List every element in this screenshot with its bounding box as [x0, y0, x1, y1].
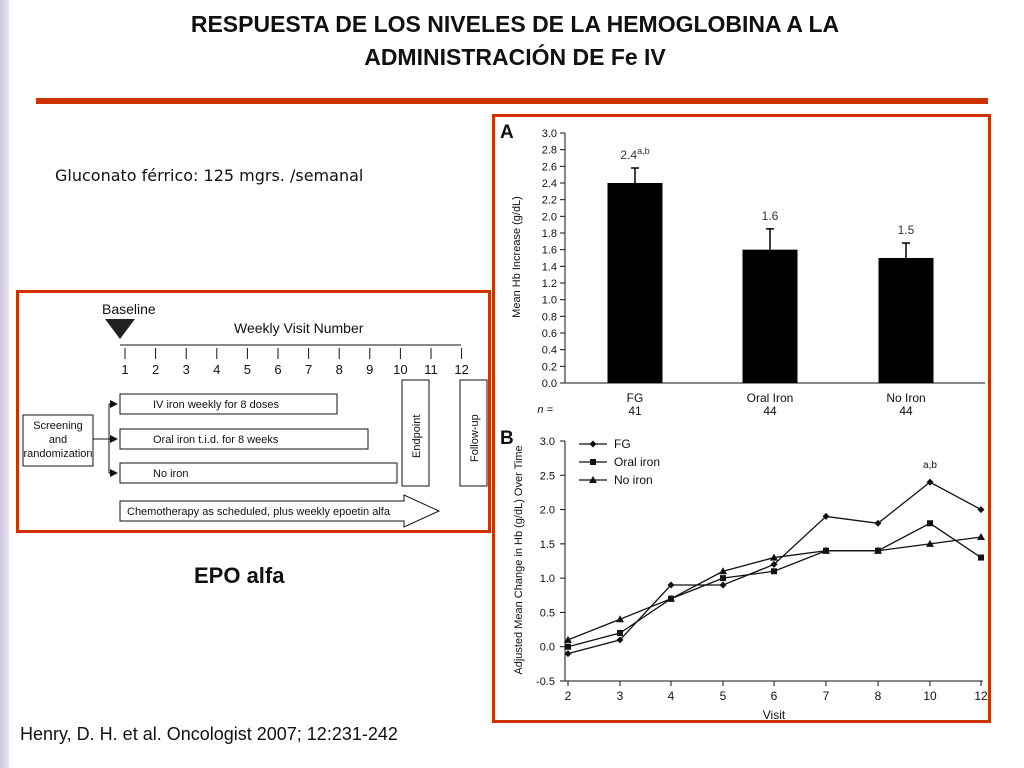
chart-b-xtick-label: 8 — [874, 689, 882, 703]
chart-b-series-line — [568, 482, 981, 653]
chemo-label: Chemotherapy as scheduled, plus weekly epoetin alfa — [127, 506, 390, 518]
chart-b-point — [927, 520, 933, 526]
screening-line-2: and — [48, 434, 68, 446]
week-label: 7 — [304, 362, 313, 377]
chart-b-xtick-label: 5 — [719, 689, 727, 703]
followup-label: Follow-up — [469, 414, 481, 462]
chart-a-yticks — [542, 128, 565, 390]
chart-b-yticks — [536, 436, 565, 688]
chart-b-point — [977, 533, 985, 540]
week-label: 9 — [366, 362, 374, 377]
chart-a-n-value: 41 — [628, 404, 642, 418]
chart-b-ytick-label: 0.5 — [539, 607, 555, 620]
title-line-2: ADMINISTRACIÓN DE Fe IV — [364, 44, 666, 70]
chart-a-ytick-label: 1.0 — [541, 294, 557, 307]
week-label: 12 — [454, 362, 469, 377]
citation: Henry, D. H. et al. Oncologist 2007; 12:231-242 — [20, 724, 398, 744]
chart-a-value-superscript: a,b — [637, 146, 650, 156]
screening-line-3: randomization — [23, 448, 93, 460]
chart-a-ytick-label: 0.6 — [541, 328, 557, 340]
chart-b-point — [617, 630, 623, 636]
chart-b-ytick-label: 1.0 — [539, 573, 555, 586]
chart-a-bar — [879, 258, 934, 383]
chart-a-ytick-label: 2.2 — [541, 194, 557, 207]
left-accent-bar — [0, 0, 9, 768]
chart-a-bar — [608, 183, 663, 383]
chart-a-value-label: 1.6 — [761, 208, 779, 223]
study-design-diagram — [19, 293, 488, 530]
chart-a-ytick-label: 2.0 — [541, 211, 557, 224]
chart-b-point — [590, 459, 596, 465]
charts-box — [492, 114, 991, 723]
endpoint-label: Endpoint — [411, 414, 423, 458]
chart-b-point — [978, 555, 984, 561]
chart-a-ytick-label: 0.2 — [541, 361, 557, 374]
chart-b-xtick-label: 12 — [974, 689, 988, 703]
week-label: 6 — [274, 362, 282, 377]
title-divider — [36, 98, 988, 104]
week-label: 11 — [424, 362, 438, 377]
chart-b-xtick-label: 3 — [616, 689, 624, 703]
chart-b-point — [565, 650, 572, 657]
chart-b-ytick-label: 1.5 — [539, 538, 555, 551]
study-design-box — [16, 290, 491, 533]
chart-b-legend-label: No iron — [614, 473, 653, 487]
dose-subtitle: Gluconato férrico: 125 mgrs. /semanal — [55, 166, 364, 185]
chart-b-legend-label: Oral iron — [614, 455, 661, 469]
chart-b-ytick-label: 2.0 — [539, 504, 555, 517]
epo-label: EPO alfa — [194, 563, 285, 588]
chart-b-point — [720, 575, 726, 581]
chart-a-bars — [608, 146, 934, 418]
chart-b-series-line — [568, 537, 981, 640]
chart-b-xticks — [565, 681, 988, 703]
chart-a-n-label: n = — [537, 404, 553, 416]
week-label: 4 — [213, 362, 221, 377]
week-label: 1 — [121, 362, 129, 377]
chart-b-point — [978, 506, 985, 513]
chart-a-category-label: Oral Iron — [746, 391, 794, 405]
chart-b-ytick-label: 0.0 — [539, 641, 555, 654]
arm-iv-label: IV iron weekly for 8 doses — [153, 399, 279, 411]
arm-none-label: No iron — [153, 468, 189, 480]
arm-oral-label: Oral iron t.i.d. for 8 weeks — [153, 434, 279, 446]
chart-b-legend — [579, 437, 660, 487]
chart-b-xtick-label: 4 — [667, 689, 675, 703]
chart-a-category-label: No Iron — [886, 391, 926, 405]
chart-a-ytick-label: 0.4 — [541, 344, 557, 357]
chart-b-ytick-label: 3.0 — [539, 436, 555, 448]
chart-a-ytick-label: 0.8 — [541, 311, 557, 324]
weekly-visit-label: Weekly Visit Number — [234, 320, 364, 336]
chart-b-xtick-label: 2 — [564, 689, 572, 703]
panel-a-label: A — [500, 122, 514, 143]
chart-b-point — [565, 644, 571, 650]
week-label: 2 — [151, 362, 160, 377]
chart-a-ytick-label: 1.4 — [541, 261, 557, 274]
chart-a-ytick-label: 0.0 — [541, 378, 557, 390]
baseline-marker-icon — [105, 319, 135, 339]
baseline-label: Baseline — [102, 301, 156, 317]
chart-a-ytick-label: 2.4 — [541, 178, 557, 190]
chart-a-ylabel: Mean Hb Increase (g/dL) — [511, 196, 523, 318]
chart-a-ytick-label: 3.0 — [541, 128, 557, 140]
chart-a-value-label: 2.4$^{a,b}$ — [620, 146, 650, 162]
chart-a-ytick-label: 2.6 — [541, 161, 557, 174]
title-line-1: RESPUESTA DE LOS NIVELES DE LA HEMOGLOBINA A LA — [190, 11, 840, 37]
screening-line-1: Screening — [33, 420, 83, 432]
panel-b-label: B — [500, 428, 514, 449]
week-label: 5 — [243, 362, 252, 377]
week-label: 3 — [182, 362, 190, 377]
chart-b-ytick-label: -0.5 — [536, 676, 555, 688]
chart-a-bar — [743, 250, 798, 383]
chart-a-value-label: 1.5 — [897, 223, 915, 237]
chart-b-xtick-label: 10 — [923, 689, 937, 703]
week-label: 10 — [393, 362, 408, 377]
chart-b-lines — [564, 479, 985, 657]
chart-b-legend-label: FG — [614, 437, 631, 451]
chart-a-ytick-label: 1.2 — [541, 278, 557, 290]
chart-a-ytick-label: 1.8 — [541, 228, 557, 240]
chart-b-xlabel: Visit — [762, 708, 786, 720]
chart-b-point — [720, 582, 727, 589]
chart-b-point — [590, 441, 597, 448]
chart-a-ytick-label: 2.8 — [541, 144, 557, 157]
chart-a-ytick-label: 1.6 — [541, 244, 557, 257]
week-label: 8 — [335, 362, 343, 377]
chart-b-xtick-label: 6 — [770, 689, 778, 703]
chart-a-n-value: 44 — [763, 404, 777, 418]
chart-b-xtick-label: 7 — [822, 689, 830, 703]
hb-charts — [495, 117, 988, 720]
chart-b-ytick-label: 2.5 — [539, 470, 555, 483]
page-title — [60, 8, 970, 74]
chart-b-annotation: a,b — [923, 460, 937, 472]
chart-a-category-label: FG — [626, 391, 644, 405]
chart-a-n-value: 44 — [899, 404, 913, 418]
chart-b-ylabel: Adjusted Mean Change in Hb (g/dL) Over Time — [513, 445, 525, 675]
chart-b-point — [771, 568, 777, 574]
week-ticks — [121, 348, 468, 377]
